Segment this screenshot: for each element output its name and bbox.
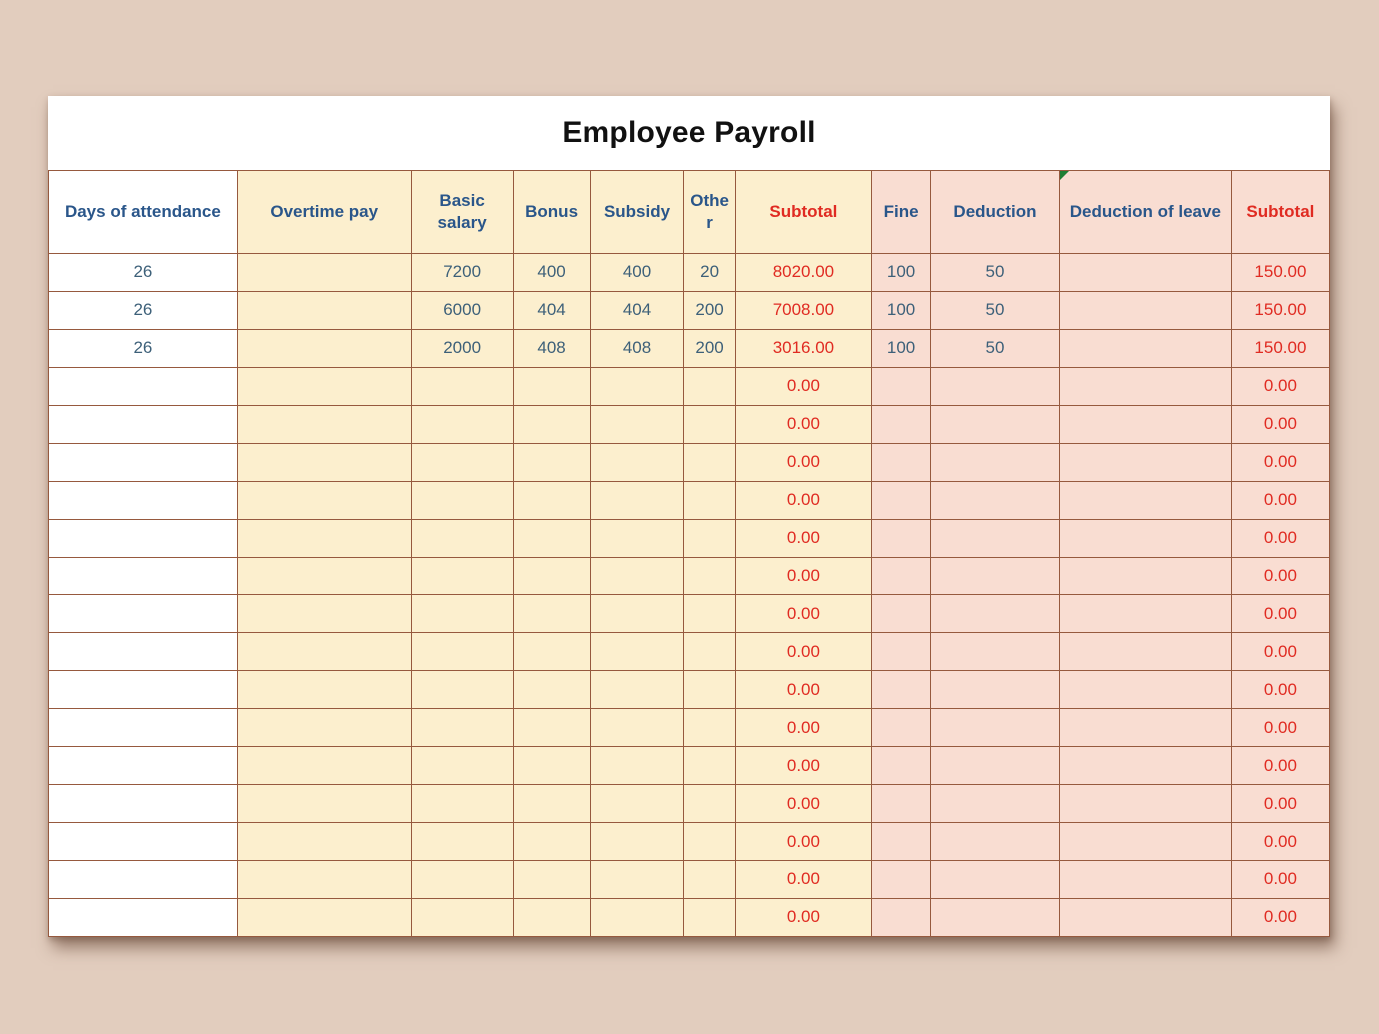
cell-subtotal[interactable]: 0.00 bbox=[1231, 481, 1329, 519]
cell-subsidy[interactable] bbox=[590, 481, 684, 519]
cell-deduction-of-leave[interactable] bbox=[1059, 405, 1231, 443]
cell-days-of-attendance[interactable] bbox=[49, 595, 238, 633]
cell-other[interactable] bbox=[684, 747, 735, 785]
table-row bbox=[49, 519, 1330, 557]
cell-basic-salary[interactable] bbox=[411, 861, 513, 899]
cell-other[interactable]: 20 bbox=[684, 254, 735, 292]
cell-days-of-attendance[interactable] bbox=[49, 405, 238, 443]
cell-deduction-of-leave[interactable] bbox=[1059, 898, 1231, 936]
cell-deduction[interactable] bbox=[931, 633, 1060, 671]
cell-days-of-attendance[interactable] bbox=[49, 747, 238, 785]
cell-bonus[interactable] bbox=[513, 443, 590, 481]
column-header-days-of-attendance[interactable] bbox=[49, 171, 238, 254]
cell-subtotal[interactable]: 0.00 bbox=[735, 633, 871, 671]
cell-subtotal[interactable]: 0.00 bbox=[1231, 785, 1329, 823]
cell-bonus[interactable] bbox=[513, 405, 590, 443]
cell-subsidy[interactable]: 404 bbox=[590, 291, 684, 329]
column-header-label: Deduction of leave bbox=[1069, 201, 1221, 221]
cell-basic-salary[interactable] bbox=[411, 595, 513, 633]
table-row bbox=[49, 367, 1330, 405]
cell-deduction-of-leave[interactable] bbox=[1059, 519, 1231, 557]
cell-fine[interactable] bbox=[872, 898, 931, 936]
cell-days-of-attendance[interactable] bbox=[49, 443, 238, 481]
cell-subsidy[interactable] bbox=[590, 898, 684, 936]
cell-days-of-attendance[interactable] bbox=[49, 785, 238, 823]
cell-other[interactable] bbox=[684, 898, 735, 936]
column-header-subtotal[interactable] bbox=[735, 171, 871, 254]
cell-bonus[interactable] bbox=[513, 898, 590, 936]
cell-subsidy[interactable] bbox=[590, 709, 684, 747]
cell-bonus[interactable] bbox=[513, 557, 590, 595]
cell-basic-salary[interactable] bbox=[411, 443, 513, 481]
cell-subtotal[interactable]: 0.00 bbox=[1231, 671, 1329, 709]
cell-deduction-of-leave[interactable] bbox=[1059, 861, 1231, 899]
column-header-overtime-pay[interactable] bbox=[237, 171, 411, 254]
cell-other[interactable] bbox=[684, 709, 735, 747]
cell-subsidy[interactable]: 408 bbox=[590, 329, 684, 367]
table-row bbox=[49, 329, 1330, 367]
column-header-label: Basic salary bbox=[437, 190, 487, 232]
cell-basic-salary[interactable] bbox=[411, 557, 513, 595]
column-header-bonus[interactable] bbox=[513, 171, 590, 254]
cell-subtotal[interactable]: 0.00 bbox=[735, 443, 871, 481]
table-row bbox=[49, 861, 1330, 899]
cell-other[interactable] bbox=[684, 557, 735, 595]
cell-other[interactable]: 200 bbox=[684, 329, 735, 367]
cell-fine[interactable] bbox=[872, 861, 931, 899]
cell-days-of-attendance[interactable]: 26 bbox=[49, 291, 238, 329]
column-header-label: Subsidy bbox=[603, 201, 671, 221]
cell-deduction-of-leave[interactable] bbox=[1059, 595, 1231, 633]
cell-subtotal[interactable]: 0.00 bbox=[735, 405, 871, 443]
column-header-label: Other bbox=[690, 190, 729, 232]
cell-subtotal[interactable]: 0.00 bbox=[1231, 595, 1329, 633]
cell-subtotal[interactable]: 0.00 bbox=[735, 823, 871, 861]
cell-overtime-pay[interactable] bbox=[237, 785, 411, 823]
cell-basic-salary[interactable] bbox=[411, 823, 513, 861]
cell-bonus[interactable] bbox=[513, 709, 590, 747]
cell-bonus[interactable] bbox=[513, 633, 590, 671]
cell-other[interactable] bbox=[684, 443, 735, 481]
cell-bonus[interactable] bbox=[513, 747, 590, 785]
cell-fine[interactable] bbox=[872, 671, 931, 709]
column-header-subsidy[interactable] bbox=[590, 171, 684, 254]
cell-subtotal[interactable]: 7008.00 bbox=[735, 291, 871, 329]
cell-fine[interactable] bbox=[872, 709, 931, 747]
cell-deduction-of-leave[interactable] bbox=[1059, 291, 1231, 329]
cell-deduction-of-leave[interactable] bbox=[1059, 785, 1231, 823]
cell-overtime-pay[interactable] bbox=[237, 898, 411, 936]
column-header-subtotal[interactable] bbox=[1231, 171, 1329, 254]
cell-days-of-attendance[interactable] bbox=[49, 367, 238, 405]
cell-deduction-of-leave[interactable] bbox=[1059, 254, 1231, 292]
cell-deduction[interactable] bbox=[931, 785, 1060, 823]
cell-basic-salary[interactable] bbox=[411, 633, 513, 671]
cell-days-of-attendance[interactable] bbox=[49, 709, 238, 747]
cell-deduction[interactable] bbox=[931, 367, 1060, 405]
cell-subsidy[interactable] bbox=[590, 823, 684, 861]
column-header-label: Subtotal bbox=[769, 201, 838, 221]
cell-days-of-attendance[interactable] bbox=[49, 481, 238, 519]
cell-deduction-of-leave[interactable] bbox=[1059, 823, 1231, 861]
cell-fine[interactable] bbox=[872, 823, 931, 861]
cell-subsidy[interactable]: 400 bbox=[590, 254, 684, 292]
table-row bbox=[49, 557, 1330, 595]
cell-fine[interactable] bbox=[872, 367, 931, 405]
cell-deduction[interactable] bbox=[931, 405, 1060, 443]
cell-subtotal[interactable]: 0.00 bbox=[735, 709, 871, 747]
header-row bbox=[49, 171, 1330, 254]
cell-subsidy[interactable] bbox=[590, 633, 684, 671]
column-header-label: Days of attendance bbox=[64, 201, 221, 221]
cell-other[interactable] bbox=[684, 671, 735, 709]
cell-deduction-of-leave[interactable] bbox=[1059, 557, 1231, 595]
cell-deduction[interactable] bbox=[931, 519, 1060, 557]
cell-deduction[interactable] bbox=[931, 709, 1060, 747]
cell-subsidy[interactable] bbox=[590, 861, 684, 899]
table-row bbox=[49, 481, 1330, 519]
cell-bonus[interactable] bbox=[513, 671, 590, 709]
table-row bbox=[49, 595, 1330, 633]
cell-subtotal[interactable]: 0.00 bbox=[735, 747, 871, 785]
error-indicator-triangle bbox=[1060, 171, 1069, 180]
cell-basic-salary[interactable] bbox=[411, 367, 513, 405]
cell-subsidy[interactable] bbox=[590, 443, 684, 481]
cell-other[interactable] bbox=[684, 595, 735, 633]
cell-subtotal[interactable]: 3016.00 bbox=[735, 329, 871, 367]
cell-bonus[interactable]: 408 bbox=[513, 329, 590, 367]
cell-overtime-pay[interactable] bbox=[237, 671, 411, 709]
cell-subtotal[interactable]: 0.00 bbox=[1231, 823, 1329, 861]
column-header-label: Deduction bbox=[953, 201, 1037, 221]
cell-deduction[interactable] bbox=[931, 861, 1060, 899]
table-row bbox=[49, 633, 1330, 671]
cell-deduction[interactable]: 50 bbox=[931, 329, 1060, 367]
cell-overtime-pay[interactable] bbox=[237, 329, 411, 367]
cell-subtotal[interactable]: 0.00 bbox=[1231, 367, 1329, 405]
cell-basic-salary[interactable] bbox=[411, 785, 513, 823]
column-header-basic-salary[interactable] bbox=[411, 171, 513, 254]
cell-overtime-pay[interactable] bbox=[237, 481, 411, 519]
cell-overtime-pay[interactable] bbox=[237, 405, 411, 443]
cell-fine[interactable]: 100 bbox=[872, 254, 931, 292]
cell-days-of-attendance[interactable] bbox=[49, 519, 238, 557]
cell-subtotal[interactable]: 0.00 bbox=[1231, 443, 1329, 481]
cell-subtotal[interactable]: 0.00 bbox=[1231, 633, 1329, 671]
table-row bbox=[49, 898, 1330, 936]
cell-subtotal[interactable]: 0.00 bbox=[735, 481, 871, 519]
cell-bonus[interactable] bbox=[513, 481, 590, 519]
cell-basic-salary[interactable] bbox=[411, 481, 513, 519]
cell-other[interactable] bbox=[684, 481, 735, 519]
column-header-label: Subtotal bbox=[1246, 201, 1315, 221]
cell-overtime-pay[interactable] bbox=[237, 709, 411, 747]
cell-subtotal[interactable]: 0.00 bbox=[1231, 709, 1329, 747]
cell-basic-salary[interactable]: 6000 bbox=[411, 291, 513, 329]
cell-deduction-of-leave[interactable] bbox=[1059, 747, 1231, 785]
cell-fine[interactable] bbox=[872, 519, 931, 557]
cell-subtotal[interactable]: 0.00 bbox=[735, 557, 871, 595]
cell-overtime-pay[interactable] bbox=[237, 595, 411, 633]
cell-deduction-of-leave[interactable] bbox=[1059, 367, 1231, 405]
cell-subsidy[interactable] bbox=[590, 557, 684, 595]
table-row bbox=[49, 747, 1330, 785]
payroll-table bbox=[48, 170, 1330, 937]
cell-basic-salary[interactable] bbox=[411, 709, 513, 747]
cell-days-of-attendance[interactable] bbox=[49, 898, 238, 936]
cell-other[interactable] bbox=[684, 823, 735, 861]
cell-basic-salary[interactable] bbox=[411, 405, 513, 443]
table-row bbox=[49, 823, 1330, 861]
cell-subtotal[interactable]: 0.00 bbox=[735, 861, 871, 899]
cell-subtotal[interactable]: 0.00 bbox=[1231, 861, 1329, 899]
cell-fine[interactable] bbox=[872, 595, 931, 633]
cell-days-of-attendance[interactable]: 26 bbox=[49, 254, 238, 292]
cell-subtotal[interactable]: 0.00 bbox=[735, 595, 871, 633]
cell-other[interactable] bbox=[684, 785, 735, 823]
cell-overtime-pay[interactable] bbox=[237, 291, 411, 329]
column-header-deduction-of-leave[interactable] bbox=[1059, 171, 1231, 254]
cell-subtotal[interactable]: 0.00 bbox=[1231, 747, 1329, 785]
cell-subtotal[interactable]: 0.00 bbox=[735, 785, 871, 823]
cell-basic-salary[interactable] bbox=[411, 898, 513, 936]
cell-fine[interactable] bbox=[872, 443, 931, 481]
cell-subtotal[interactable]: 0.00 bbox=[1231, 898, 1329, 936]
cell-subsidy[interactable] bbox=[590, 747, 684, 785]
column-header-label: Bonus bbox=[525, 201, 579, 221]
cell-overtime-pay[interactable] bbox=[237, 823, 411, 861]
column-header-label: Overtime pay bbox=[270, 201, 379, 221]
cell-subtotal[interactable]: 0.00 bbox=[1231, 405, 1329, 443]
cell-subtotal[interactable]: 0.00 bbox=[1231, 519, 1329, 557]
cell-deduction-of-leave[interactable] bbox=[1059, 709, 1231, 747]
cell-bonus[interactable]: 400 bbox=[513, 254, 590, 292]
cell-deduction-of-leave[interactable] bbox=[1059, 443, 1231, 481]
column-header-label: Fine bbox=[883, 201, 919, 221]
cell-bonus[interactable]: 404 bbox=[513, 291, 590, 329]
cell-deduction-of-leave[interactable] bbox=[1059, 481, 1231, 519]
cell-deduction[interactable] bbox=[931, 595, 1060, 633]
cell-other[interactable] bbox=[684, 367, 735, 405]
cell-subsidy[interactable] bbox=[590, 671, 684, 709]
cell-fine[interactable] bbox=[872, 557, 931, 595]
cell-deduction[interactable] bbox=[931, 823, 1060, 861]
cell-deduction[interactable]: 50 bbox=[931, 254, 1060, 292]
cell-bonus[interactable] bbox=[513, 861, 590, 899]
cell-fine[interactable] bbox=[872, 481, 931, 519]
table-row bbox=[49, 785, 1330, 823]
cell-overtime-pay[interactable] bbox=[237, 519, 411, 557]
cell-days-of-attendance[interactable] bbox=[49, 633, 238, 671]
cell-subsidy[interactable] bbox=[590, 785, 684, 823]
cell-subtotal[interactable]: 0.00 bbox=[735, 519, 871, 557]
cell-days-of-attendance[interactable] bbox=[49, 671, 238, 709]
cell-other[interactable] bbox=[684, 519, 735, 557]
cell-deduction[interactable] bbox=[931, 557, 1060, 595]
cell-deduction-of-leave[interactable] bbox=[1059, 671, 1231, 709]
sheet-title: Employee Payroll bbox=[562, 116, 816, 149]
cell-overtime-pay[interactable] bbox=[237, 367, 411, 405]
column-header-deduction[interactable] bbox=[931, 171, 1060, 254]
cell-fine[interactable] bbox=[872, 785, 931, 823]
cell-days-of-attendance[interactable] bbox=[49, 557, 238, 595]
cell-fine[interactable] bbox=[872, 405, 931, 443]
table-row bbox=[49, 709, 1330, 747]
cell-deduction-of-leave[interactable] bbox=[1059, 329, 1231, 367]
cell-subtotal[interactable]: 0.00 bbox=[735, 671, 871, 709]
cell-subsidy[interactable] bbox=[590, 405, 684, 443]
cell-deduction[interactable] bbox=[931, 481, 1060, 519]
payroll-sheet bbox=[48, 96, 1330, 937]
cell-basic-salary[interactable]: 7200 bbox=[411, 254, 513, 292]
cell-overtime-pay[interactable] bbox=[237, 633, 411, 671]
cell-overtime-pay[interactable] bbox=[237, 747, 411, 785]
cell-basic-salary[interactable] bbox=[411, 519, 513, 557]
cell-days-of-attendance[interactable] bbox=[49, 823, 238, 861]
cell-subtotal[interactable]: 150.00 bbox=[1231, 291, 1329, 329]
cell-other[interactable] bbox=[684, 633, 735, 671]
cell-subsidy[interactable] bbox=[590, 595, 684, 633]
column-header-other[interactable] bbox=[684, 171, 735, 254]
cell-subtotal[interactable]: 8020.00 bbox=[735, 254, 871, 292]
cell-bonus[interactable] bbox=[513, 785, 590, 823]
cell-other[interactable]: 200 bbox=[684, 291, 735, 329]
cell-overtime-pay[interactable] bbox=[237, 254, 411, 292]
cell-overtime-pay[interactable] bbox=[237, 861, 411, 899]
cell-fine[interactable]: 100 bbox=[872, 329, 931, 367]
cell-days-of-attendance[interactable] bbox=[49, 861, 238, 899]
cell-deduction[interactable] bbox=[931, 671, 1060, 709]
cell-other[interactable] bbox=[684, 861, 735, 899]
cell-subsidy[interactable] bbox=[590, 367, 684, 405]
cell-deduction-of-leave[interactable] bbox=[1059, 633, 1231, 671]
cell-other[interactable] bbox=[684, 405, 735, 443]
cell-deduction[interactable] bbox=[931, 443, 1060, 481]
cell-deduction[interactable]: 50 bbox=[931, 291, 1060, 329]
cell-overtime-pay[interactable] bbox=[237, 557, 411, 595]
cell-fine[interactable] bbox=[872, 747, 931, 785]
cell-days-of-attendance[interactable]: 26 bbox=[49, 329, 238, 367]
cell-bonus[interactable] bbox=[513, 823, 590, 861]
cell-basic-salary[interactable] bbox=[411, 747, 513, 785]
cell-basic-salary[interactable] bbox=[411, 671, 513, 709]
table-row bbox=[49, 254, 1330, 292]
table-row bbox=[49, 291, 1330, 329]
cell-subtotal[interactable]: 0.00 bbox=[1231, 557, 1329, 595]
cell-fine[interactable] bbox=[872, 633, 931, 671]
column-header-fine[interactable] bbox=[872, 171, 931, 254]
cell-bonus[interactable] bbox=[513, 519, 590, 557]
cell-basic-salary[interactable]: 2000 bbox=[411, 329, 513, 367]
cell-subtotal[interactable]: 0.00 bbox=[735, 898, 871, 936]
table-row bbox=[49, 671, 1330, 709]
cell-bonus[interactable] bbox=[513, 595, 590, 633]
cell-subtotal[interactable]: 150.00 bbox=[1231, 254, 1329, 292]
cell-bonus[interactable] bbox=[513, 367, 590, 405]
cell-overtime-pay[interactable] bbox=[237, 443, 411, 481]
cell-fine[interactable]: 100 bbox=[872, 291, 931, 329]
table-row bbox=[49, 443, 1330, 481]
cell-deduction[interactable] bbox=[931, 747, 1060, 785]
table-row bbox=[49, 405, 1330, 443]
cell-subtotal[interactable]: 0.00 bbox=[735, 367, 871, 405]
cell-deduction[interactable] bbox=[931, 898, 1060, 936]
cell-subtotal[interactable]: 150.00 bbox=[1231, 329, 1329, 367]
cell-subsidy[interactable] bbox=[590, 519, 684, 557]
